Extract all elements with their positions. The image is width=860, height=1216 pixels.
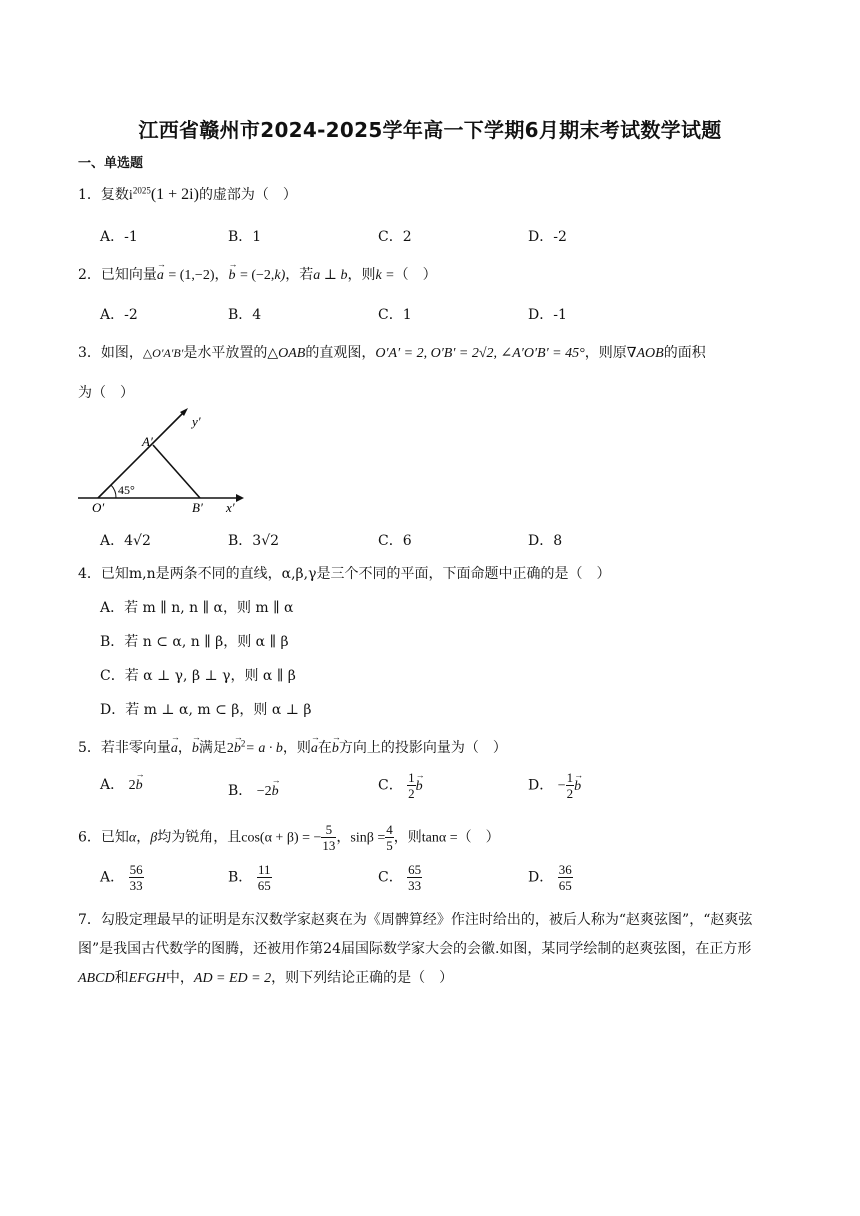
q5-text-tail: ，则 <box>282 740 311 756</box>
q5-vector-a: → a <box>171 741 178 757</box>
q3-option-b[interactable]: B．3√2 <box>228 533 280 549</box>
question-3-stem-line2: 为（ ） <box>78 385 134 401</box>
question-3-stem-line1 <box>78 342 706 362</box>
q2-vector-a: → a <box>157 268 164 284</box>
label-y: y′ <box>192 414 201 429</box>
q6-option-a[interactable]: A． $\frac{56}{33}$ <box>100 862 143 893</box>
q5-text: 5．若非零向量 <box>78 740 171 756</box>
q4-option-a[interactable]: A．若 m ∥ n, n ∥ α，则 m ∥ α <box>100 600 294 616</box>
q2-a-value: = (1,−2) <box>168 268 215 283</box>
q4-option-d[interactable]: D．若 m ⊥ α, m ⊂ β，则 α ⊥ β <box>100 702 312 718</box>
q6-sin-frac: $\frac{4}{5}$ <box>386 822 393 853</box>
q2-k: k) <box>274 268 286 283</box>
q5-option-a[interactable]: A． 2→ b <box>100 774 143 794</box>
q7-and: 和 <box>114 970 129 986</box>
q1-i: i <box>128 188 133 203</box>
q3-oab: OAB <box>278 346 306 361</box>
q2-text: 2．已知向量 <box>78 267 157 283</box>
section-heading: 一、单选题 <box>78 156 144 171</box>
q5-c-frac: $\frac{1}{2}$ <box>408 770 415 801</box>
q3-conditions: O′A′ = 2, O′B′ = 2√2, ∠A′O′B′ = 45° <box>375 346 585 361</box>
q6-cos-frac: $\frac{5}{13}$ <box>322 822 336 853</box>
q5-text-mid: 满足 <box>198 740 227 756</box>
q1-exponent: 2025 <box>132 185 151 196</box>
q5-cond-coef: 2 <box>226 741 234 756</box>
q5-a-coef: 2 <box>128 778 136 793</box>
q2-b-value: = (−2, <box>239 268 275 283</box>
page-title: 江西省赣州市2024-2025学年高一下学期6月期末考试数学试题 <box>138 118 722 142</box>
question-7-stem <box>78 906 778 993</box>
q7-text-end: ，则下列结论正确的是（ ） <box>271 970 454 986</box>
q1-option-d[interactable]: D．-2 <box>528 229 567 245</box>
q3-text-end: 的面积 <box>663 345 706 361</box>
q6-tan: tanα = <box>421 830 458 846</box>
q5-option-d[interactable]: D． − $\frac{1}{2}$ → b <box>528 770 581 801</box>
q2-option-c[interactable]: C．1 <box>378 307 412 323</box>
q4-option-b[interactable]: B．若 n ⊂ α, n ∥ β，则 α ∥ β <box>100 634 289 650</box>
q5-text-in: 在 <box>317 740 332 756</box>
q1-option-c[interactable]: C．2 <box>378 229 412 245</box>
q7-condition: AD = ED = 2 <box>193 971 272 986</box>
question-6-stem <box>78 822 500 853</box>
q2-text-end: （ ） <box>394 267 437 283</box>
question-5-stem: 5．若非零向量→ a，→ b满足$2\to b^2= a \cdot b$，则→ a在→ b方向上的投影向量为（ ） <box>78 737 507 757</box>
q2-option-d[interactable]: D．-1 <box>528 307 567 323</box>
q2-perp: a ⊥ b <box>313 268 348 283</box>
q5-text-end: 方向上的投影向量为（ ） <box>338 740 507 756</box>
q3-text: 3．如图， <box>78 345 143 361</box>
q2-k-eq: k = <box>375 268 395 283</box>
q1-text: 1．复数 <box>78 187 129 203</box>
q6-text-end: （ ） <box>457 829 500 846</box>
label-x: x′ <box>226 500 235 515</box>
question-4-stem: 4．已知m,n是两条不同的直线，α,β,γ是三个不同的平面，下面命题中正确的是（ ） <box>78 566 611 582</box>
q6-sin: ，sinβ = <box>336 830 386 846</box>
q3-figure <box>76 408 246 518</box>
q1-text-tail: 的虚部为（ ） <box>198 187 297 203</box>
q5-vector-b: → b <box>192 741 199 757</box>
q1-expression: (1 + 2i) <box>150 186 199 203</box>
q2-text-tail: ，则 <box>347 267 376 283</box>
q5-d-sign: − <box>557 778 566 794</box>
q2-text-mid: ，若 <box>285 267 314 283</box>
q6-text: 6．已知 <box>78 829 129 846</box>
q7-text: 7．勾股定理最早的证明是东汉数学家赵爽在为《周髀算经》作注时给出的，被后人称为“赵爽弦图”，“赵爽弦图”是我国古代数学的图腾，还被用作第24届国际数学家大会的会徽.如图，某同学绘制的赵爽弦图，在正方形 <box>78 912 753 957</box>
segment-ab <box>153 445 200 498</box>
q6-option-b[interactable]: B． $\frac{11}{65}$ <box>228 862 271 893</box>
q6-cos: cos(α + β) = − <box>241 830 322 846</box>
angle-arc <box>111 485 116 498</box>
x-axis-arrow <box>236 494 244 502</box>
q5-sep: ， <box>177 740 192 756</box>
q5-d-frac: $\frac{1}{2}$ <box>566 770 574 801</box>
q6-sep: ， <box>136 829 151 846</box>
q2-option-b[interactable]: B．4 <box>228 307 262 323</box>
q7-abcd: ABCD <box>78 971 115 986</box>
label-a: A′ <box>142 434 153 449</box>
q5-d-label: D． <box>528 777 554 794</box>
question-1-stem <box>78 184 297 204</box>
q5-option-c[interactable]: C． $\frac{1}{2}$ → b <box>378 770 423 801</box>
q7-efgh: EFGH <box>128 971 166 986</box>
q6-text-mid: 均为锐角，且 <box>157 829 242 846</box>
q5-b-coef: −2 <box>256 784 272 799</box>
q5-b-label: B． <box>228 783 253 799</box>
label-b: B′ <box>192 500 203 515</box>
q6-alpha: α <box>128 830 137 846</box>
q3-text-mid: 是水平放置的△ <box>183 345 279 361</box>
q3-option-d[interactable]: D．8 <box>528 533 563 549</box>
q2-vector-b: → b <box>229 268 236 284</box>
q3-text-tail: ，则原∇ <box>584 345 637 361</box>
q6-option-c[interactable]: C． $\frac{65}{33}$ <box>378 862 422 893</box>
q7-in: 中， <box>165 970 194 986</box>
q6-option-d[interactable]: D． $\frac{36}{65}$ <box>528 862 572 893</box>
q1-option-b[interactable]: B．1 <box>228 229 262 245</box>
q3-option-c[interactable]: C．6 <box>378 533 412 549</box>
q5-cond-exp: 2 <box>240 738 246 749</box>
q3-option-a[interactable]: A．4√2 <box>100 533 151 549</box>
q5-a-label: A． <box>100 777 125 793</box>
q1-option-a[interactable]: A．-1 <box>100 229 138 245</box>
q3-triangle: △O′A′B′ <box>142 346 184 360</box>
question-2-stem: 2．已知向量→ a = (1,−2)，→ b = (−2,k)，若a ⊥ b，则k =（ ） <box>78 264 437 284</box>
q3-text-mid2: 的直观图， <box>305 345 376 361</box>
q6-beta: β <box>150 830 158 846</box>
q5-cond-rhs: = a · b <box>245 741 283 756</box>
q2-option-a[interactable]: A．-2 <box>100 307 138 323</box>
q3-aob: AOB <box>636 346 664 361</box>
label-angle: 45° <box>118 483 135 497</box>
q5-c-label: C． <box>378 777 403 794</box>
q5-option-b[interactable]: B． −2→ b <box>228 780 279 800</box>
label-o: O′ <box>92 500 105 515</box>
q6-text-tail: ，则 <box>393 829 422 846</box>
q4-option-c[interactable]: C．若 α ⊥ γ, β ⊥ γ，则 α ∥ β <box>100 668 296 684</box>
